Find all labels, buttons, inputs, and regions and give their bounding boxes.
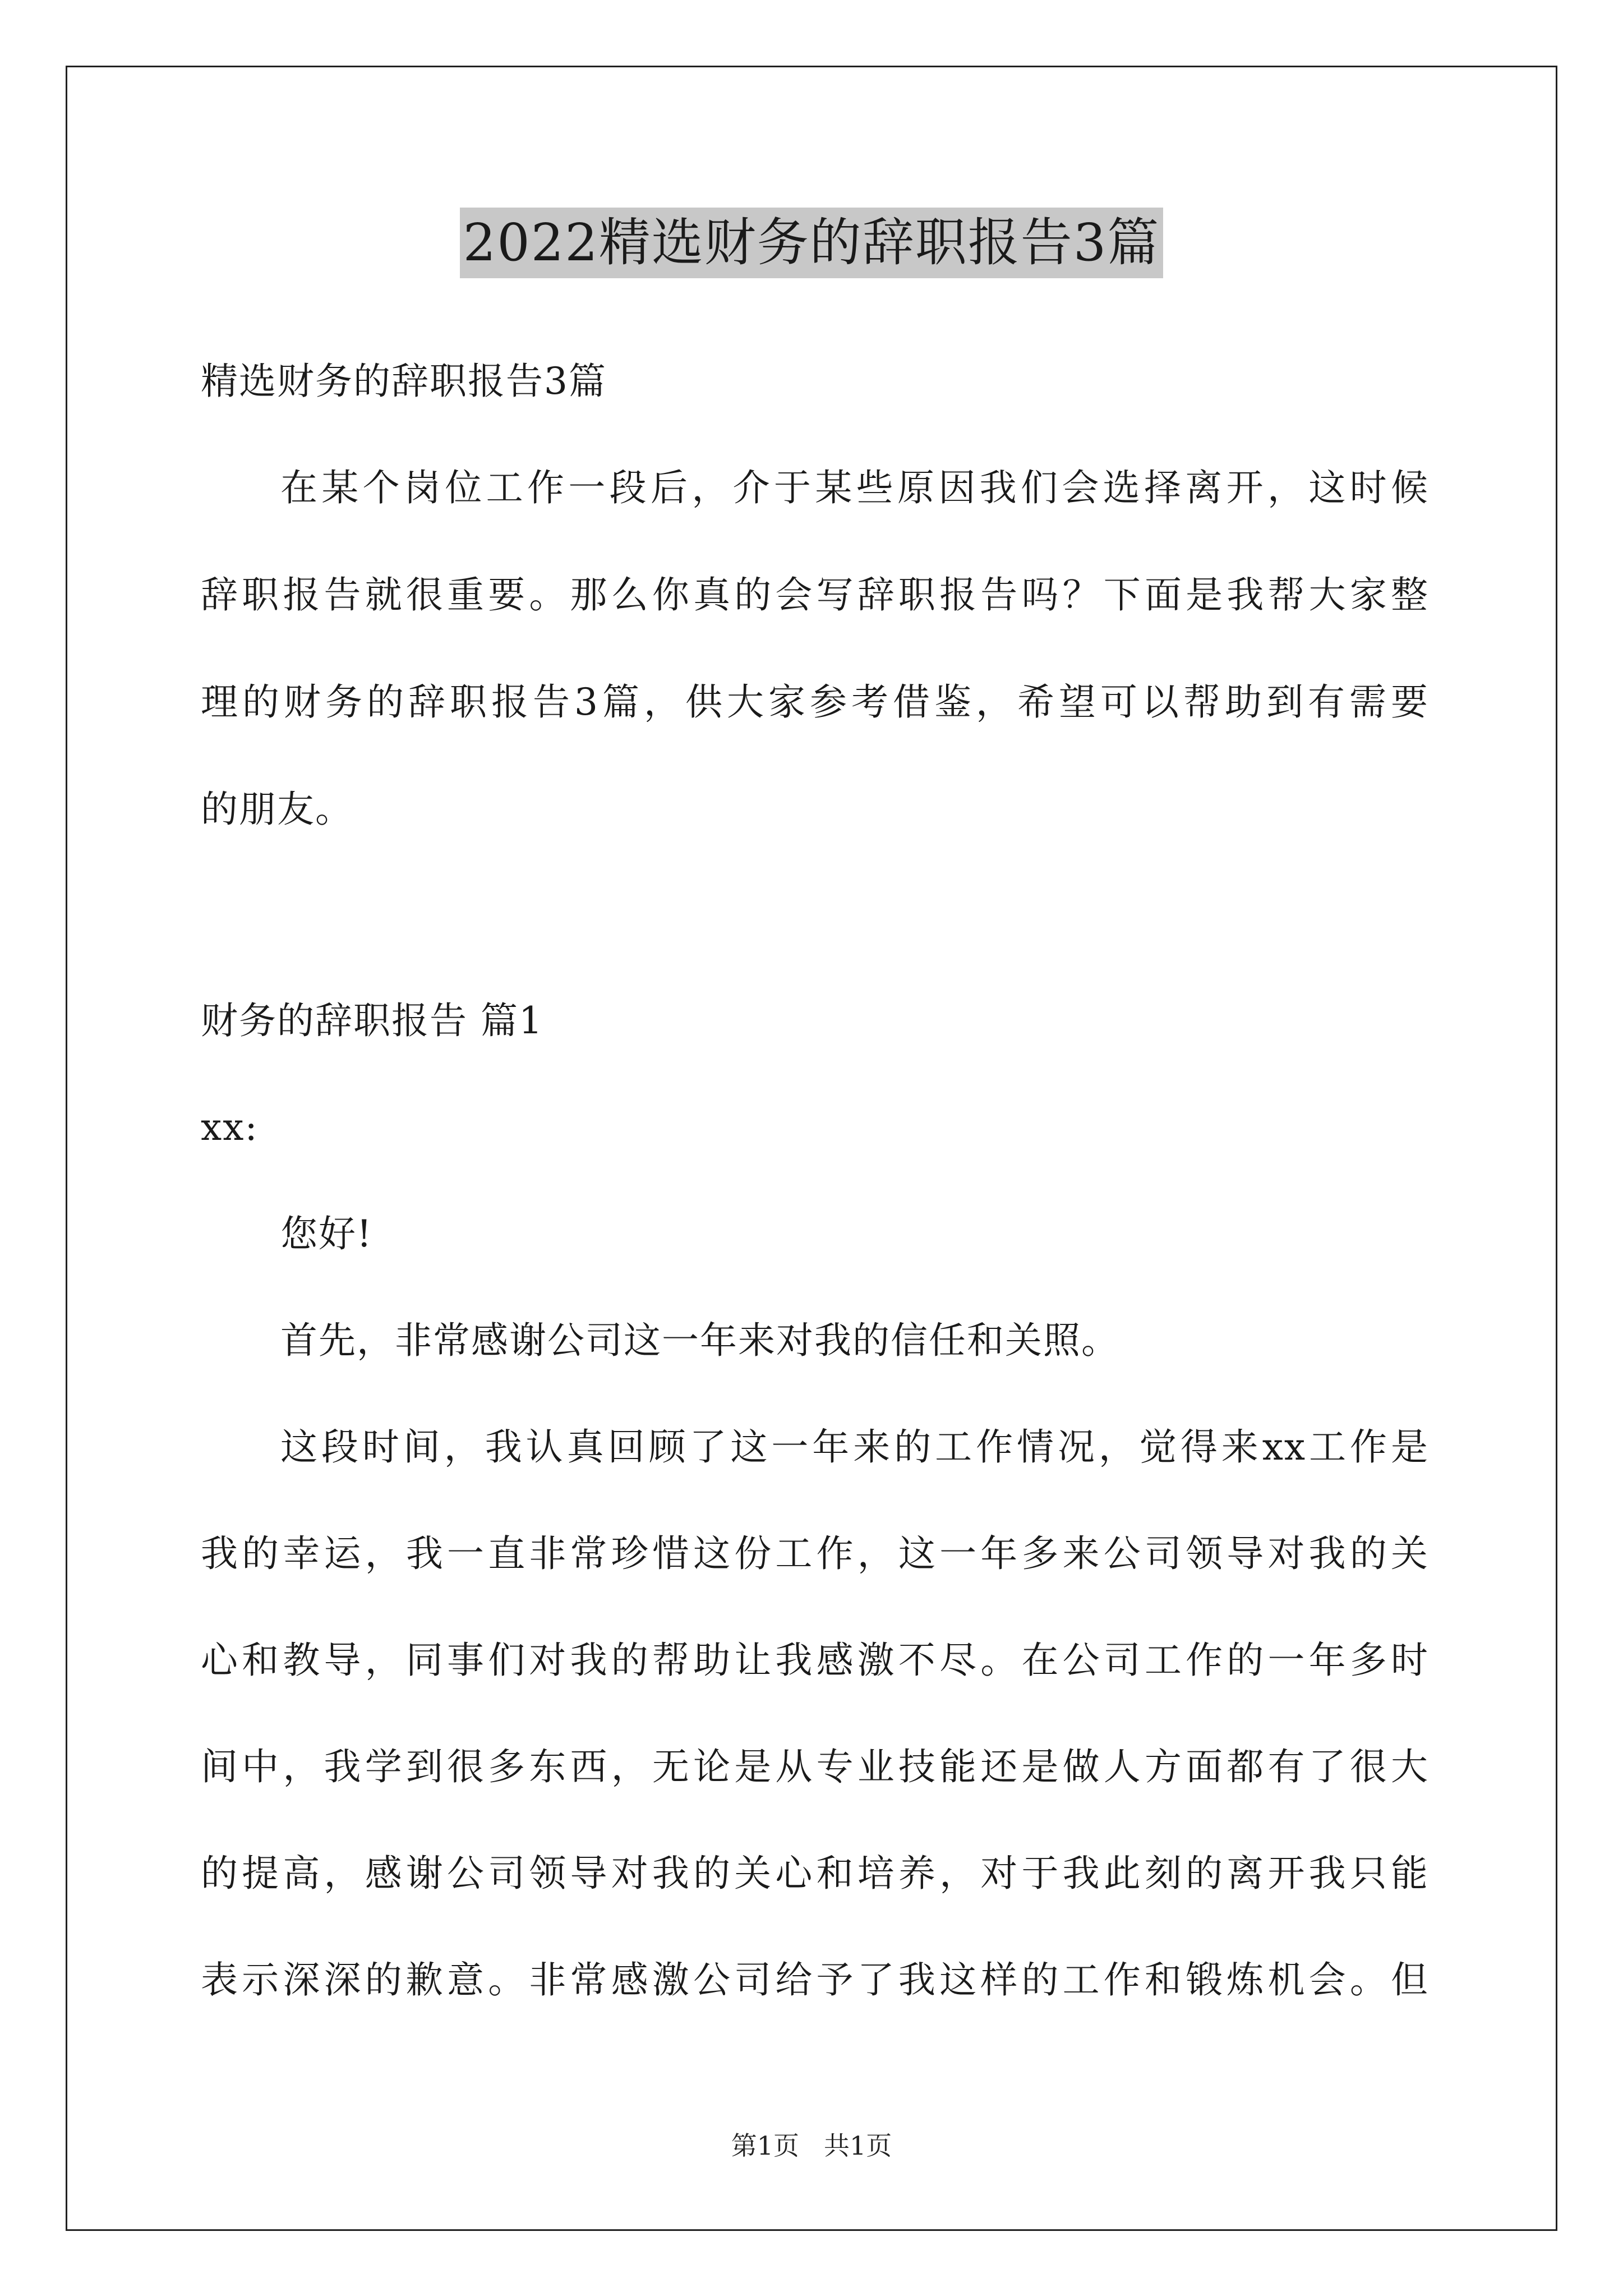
intro-line-2: 辞职报告就很重要。那么你真的会写辞职报告吗？下面是我帮大家整 <box>201 573 1429 616</box>
intro-line-3: 理的财务的辞职报告3篇，供大家参考借鉴，希望可以帮助到有需要 <box>201 680 1429 724</box>
document-subtitle: 精选财务的辞职报告3篇 <box>201 360 607 403</box>
page-total: 共1页 <box>824 2131 892 2161</box>
title-container <box>0 208 1623 278</box>
intro-line-4: 的朋友。 <box>201 788 353 831</box>
greeting: 您好! <box>280 1212 373 1255</box>
salutation: xx: <box>201 1106 259 1149</box>
paragraph-2-line-1: 这段时间，我认真回顾了这一年来的工作情况，觉得来xx工作是 <box>280 1425 1429 1469</box>
document-title: 2022精选财务的辞职报告3篇 <box>460 208 1164 278</box>
page-footer <box>0 2129 1623 2162</box>
paragraph-2-line-3: 心和教导，同事们对我的帮助让我感激不尽。在公司工作的一年多时 <box>201 1639 1429 1682</box>
paragraph-2-line-2: 我的幸运，我一直非常珍惜这份工作，这一年多来公司领导对我的关 <box>201 1532 1429 1575</box>
paragraph-2-line-5: 的提高，感谢公司领导对我的关心和培养，对于我此刻的离开我只能 <box>201 1852 1429 1895</box>
section-heading: 财务的辞职报告 篇1 <box>201 999 543 1042</box>
intro-line-1: 在某个岗位工作一段后，介于某些原因我们会选择离开，这时候 <box>280 466 1429 509</box>
page-number: 第1页 <box>731 2131 799 2161</box>
paragraph-1: 首先，非常感谢公司这一年来对我的信任和关照。 <box>280 1319 1119 1362</box>
paragraph-2-line-4: 间中，我学到很多东西，无论是从专业技能还是做人方面都有了很大 <box>201 1745 1429 1788</box>
paragraph-2-line-6: 表示深深的歉意。非常感激公司给予了我这样的工作和锻炼机会。但 <box>201 1958 1429 2001</box>
